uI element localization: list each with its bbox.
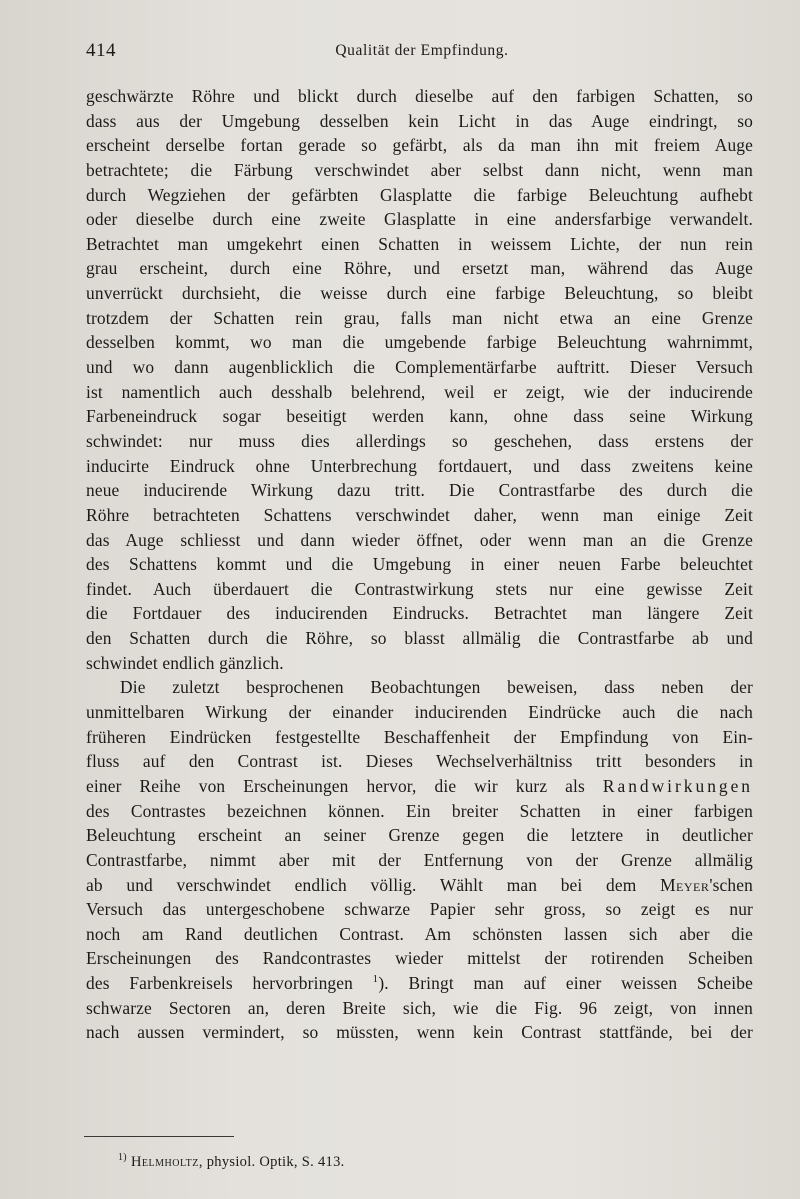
text-line: schwindet endlich gänzlich. (86, 652, 284, 673)
emphasized-term: Randwirkungen (602, 775, 753, 796)
text-line: unmittelbaren Wirkung der einander inducirenden Eindrücke auch die nach (86, 702, 753, 723)
text-line: findet. Auch überdauert die Contrastwirkung stets nur eine gewisse Zeit (86, 578, 753, 599)
text-line: trotzdem der Schatten rein grau, falls man nicht etwa an eine Grenze (86, 307, 753, 328)
text-line: erscheint derselbe fortan gerade so gefärbt, als da man ihn mit freiem Auge (86, 135, 753, 156)
text-line: Beleuchtung erscheint an seiner Grenze gegen die letztere in deutlicher (86, 825, 753, 846)
text-line: die Fortdauer des inducirenden Eindrucks. Betrachtet man längere Zeit (86, 603, 753, 624)
text-line: schwarze Sectoren an, deren Breite sich, wie die Fig. 96 zeigt, von innen (86, 997, 753, 1018)
text-line: unverrückt durchsieht, die weisse durch eine farbige Beleuchtung, so bleibt (86, 283, 753, 304)
text-line: dass aus der Umgebung desselben kein Licht in das Auge eindringt, so (86, 110, 753, 131)
text-line: Die zuletzt besprochenen Beobachtungen beweisen, dass neben der (120, 677, 753, 698)
footnote-author: Helmholtz (130, 1153, 199, 1170)
text-line: den Schatten durch die Röhre, so blasst allmälig die Contrastfarbe ab und (86, 628, 753, 649)
text-line (86, 971, 753, 996)
text-line: oder dieselbe durch eine zweite Glasplatte in eine andersfarbige verwandelt. (86, 209, 753, 230)
text-line: und wo dann augenblicklich die Complementärfarbe auftritt. Dieser Versuch (86, 357, 753, 378)
text-line: durch Wegziehen der gefärbten Glasplatte die farbige Beleuchtung aufhebt (86, 184, 753, 205)
text-line: geschwärzte Röhre und blickt durch dieselbe auf den farbigen Schatten, so (86, 86, 753, 106)
text-line: Farbeneindruck sogar beseitigt werden kann, ohne dass seine Wirkung (86, 406, 753, 427)
text-line: Betrachtet man umgekehrt einen Schatten in weissem Lichte, der nun rein (86, 233, 753, 254)
text-line: schwindet: nur muss dies allerdings so geschehen, dass erstens der (86, 430, 753, 451)
text-line (86, 873, 753, 898)
text-line: Contrastfarbe, nimmt aber mit der Entfernung von der Grenze allmälig (86, 849, 753, 870)
text-line: Versuch das untergeschobene schwarze Papier sehr gross, so zeigt es nur (86, 899, 753, 920)
text-line: betrachtete; die Färbung verschwindet aber selbst dann nicht, wenn man (86, 159, 753, 180)
page-header (86, 40, 758, 70)
footnote-rule (84, 1136, 234, 1137)
text-line: neue inducirende Wirkung dazu tritt. Die Contrastfarbe des durch die (86, 480, 753, 501)
page-number: 414 (86, 40, 116, 61)
text-line: früheren Eindrücken festgestellte Beschaffenheit der Empfindung von Ein- (86, 726, 753, 747)
footnote-mark: 1) (118, 1152, 127, 1163)
text-line: grau erscheint, durch eine Röhre, und ersetzt man, während das Auge (86, 258, 753, 279)
text-line: des Schattens kommt und die Umgebung in einer neuen Farbe beleuchtet (86, 554, 753, 575)
text-segment: ). Bringt man auf einer weissen Scheibe (378, 973, 753, 994)
footnote (118, 1152, 345, 1171)
text-line: desselben kommt, wo man die umgebende farbige Beleuchtung wahrnimmt, (86, 332, 753, 353)
author-name: Meyer (660, 874, 710, 895)
text-line: das Auge schliesst und dann wieder öffnet, oder wenn man an die Grenze (86, 529, 753, 550)
text-line: Erscheinungen des Randcontrastes wieder mittelst der rotirenden Scheiben (86, 948, 753, 969)
text-line: des Contrastes bezeichnen können. Ein breiter Schatten in einer farbigen (86, 800, 753, 821)
text-segment: ab und verschwindet endlich völlig. Wählt man bei dem (86, 874, 661, 895)
body-text (86, 84, 753, 1045)
text-line: ist namentlich auch desshalb belehrend, weil er zeigt, wie der inducirende (86, 381, 753, 402)
text-line: fluss auf den Contrast ist. Dieses Wechselverhältniss tritt besonders in (86, 751, 753, 772)
running-head: Qualität der Empfindung. (335, 42, 509, 59)
text-line (86, 774, 753, 799)
footnote-text: , physiol. Optik, S. 413. (198, 1153, 345, 1170)
text-line: Röhre betrachteten Schattens verschwindet daher, wenn man einige Zeit (86, 504, 753, 525)
text-line: noch am Rand deutlichen Contrast. Am schönsten lassen sich aber die (86, 923, 753, 944)
text-segment: einer Reihe von Erscheinungen hervor, die wir kurz als (86, 775, 603, 796)
text-line: inducirte Eindruck ohne Unterbrechung fortdauert, und dass zweitens keine (86, 455, 753, 476)
text-segment: 'schen (709, 874, 753, 895)
text-segment: des Farbenkreisels hervorbringen (86, 973, 373, 994)
text-line: nach aussen vermindert, so müssten, wenn kein Contrast stattfände, bei der (86, 1022, 753, 1043)
footnote-reference: 1 (372, 973, 379, 986)
